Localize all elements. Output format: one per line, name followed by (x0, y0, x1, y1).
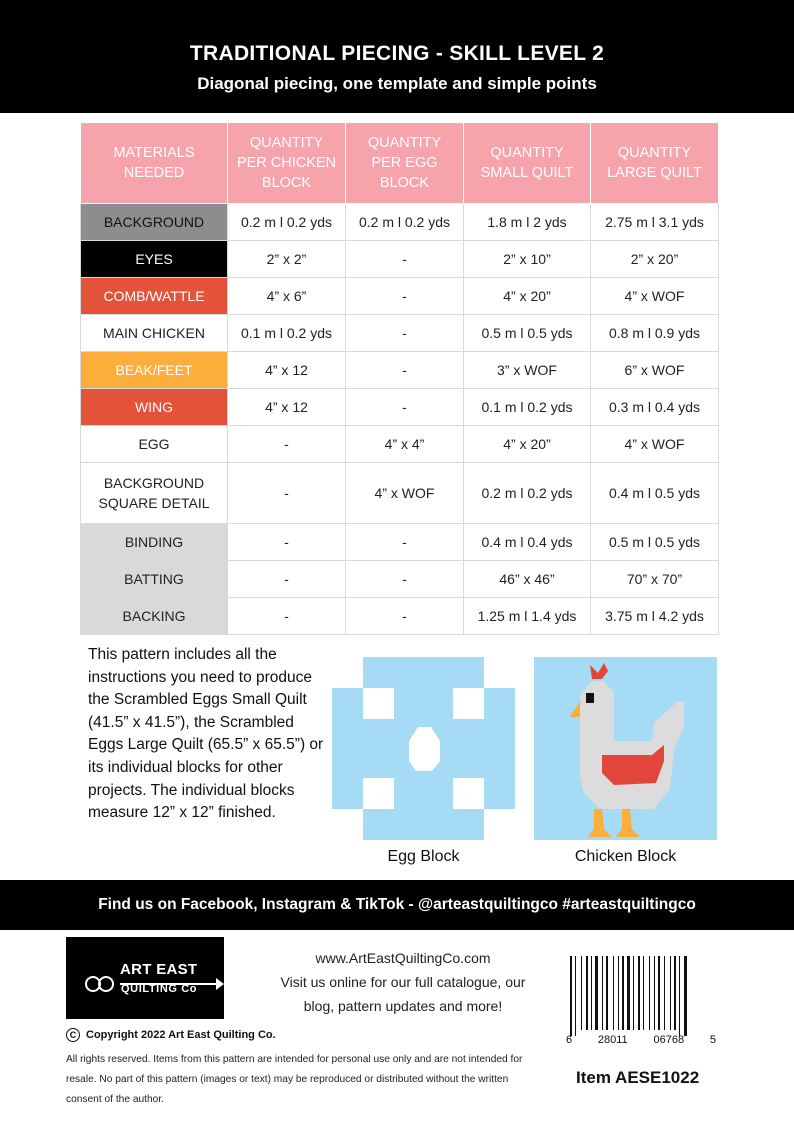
quantity-cell: 0.2 m l 0.2 yds (464, 463, 591, 524)
barcode-digits (566, 1034, 716, 1046)
materials-table (80, 122, 719, 635)
quantity-cell: - (346, 352, 464, 389)
column-header: QUANTITY PER EGG BLOCK (346, 123, 464, 204)
social-text: Find us on Facebook, Instagram & TikTok - @arteastquiltingco #arteastquiltingco (98, 896, 696, 913)
material-name: BACKGROUND (81, 204, 228, 241)
website-info (258, 946, 548, 1018)
quantity-cell: 1.25 m l 1.4 yds (464, 598, 591, 635)
logo-line-2: QUILTING Co (121, 983, 198, 995)
quantity-cell: 2” x 10” (464, 241, 591, 278)
quantity-cell: 2” x 20” (591, 241, 719, 278)
material-name: EGG (81, 426, 228, 463)
quantity-cell: 0.1 m l 0.2 yds (228, 315, 346, 352)
quantity-cell: - (346, 524, 464, 561)
quantity-cell: 4” x 12 (228, 352, 346, 389)
quantity-cell: 2.75 m l 3.1 yds (591, 204, 719, 241)
quantity-cell: - (346, 241, 464, 278)
quantity-cell: 2” x 2” (228, 241, 346, 278)
quantity-cell: 4” x WOF (591, 426, 719, 463)
item-code: Item AESE1022 (576, 1068, 700, 1087)
chicken-block-image (534, 657, 717, 840)
quantity-cell: - (346, 389, 464, 426)
quantity-cell: 4” x 4” (346, 426, 464, 463)
material-name: COMB/WATTLE (81, 278, 228, 315)
quantity-cell: 0.1 m l 0.2 yds (464, 389, 591, 426)
quantity-cell: - (346, 561, 464, 598)
quantity-cell: 4” x WOF (591, 278, 719, 315)
quantity-cell: - (228, 598, 346, 635)
chicken-block-label: Chicken Block (574, 848, 677, 865)
quantity-cell: 70” x 70” (591, 561, 719, 598)
material-name: BACKGROUND SQUARE DETAIL (81, 463, 228, 524)
quantity-cell: 4” x 20” (464, 426, 591, 463)
table-row (81, 204, 719, 241)
art-east-logo (66, 937, 224, 1019)
table-row (81, 561, 719, 598)
website-url[interactable]: www.ArtEastQuiltingCo.com (315, 950, 491, 966)
quantity-cell: 0.3 m l 0.4 yds (591, 389, 719, 426)
quantity-cell: 4” x 12 (228, 389, 346, 426)
table-row (81, 463, 719, 524)
quantity-cell: 0.4 m l 0.5 yds (591, 463, 719, 524)
barcode-digit-group: 28011 (597, 1034, 628, 1046)
column-header: MATERIALS NEEDED (81, 123, 228, 204)
quantity-cell: - (228, 561, 346, 598)
quantity-cell: 0.2 m l 0.2 yds (346, 204, 464, 241)
barcode-digit-group: 5 (709, 1034, 716, 1046)
material-name: BATTING (81, 561, 228, 598)
website-line-1: Visit us online for our full catalogue, our (280, 974, 526, 990)
quantity-cell: 0.5 m l 0.5 yds (464, 315, 591, 352)
column-header: QUANTITY LARGE QUILT (591, 123, 719, 204)
barcode-digit-group: 6 (566, 1034, 573, 1046)
table-row (81, 389, 719, 426)
column-header: QUANTITY SMALL QUILT (464, 123, 591, 204)
quantity-cell: 3.75 m l 4.2 yds (591, 598, 719, 635)
quantity-cell: 1.8 m l 2 yds (464, 204, 591, 241)
quantity-cell: 46” x 46” (464, 561, 591, 598)
table-row (81, 278, 719, 315)
table-row (81, 315, 719, 352)
copyright-icon: C (66, 1028, 80, 1042)
rights-notice: All rights reserved. Items from this pattern are intended for personal use only and are not intended for resale. No part of this pattern (images or text) may be reproduced or distributed without the written consent of the author. (66, 1054, 523, 1105)
material-name: BEAK/FEET (81, 352, 228, 389)
quantity-cell: - (228, 524, 346, 561)
copyright-line (66, 1028, 276, 1042)
quantity-cell: 0.2 m l 0.2 yds (228, 204, 346, 241)
pattern-description: This pattern includes all the instructions you need to produce the Scrambled Eggs Small Quilt (41.5” x 41.5”), the Scrambled Eggs Large Quilt (65.5” x 65.5”) or its individual blocks for other projects. The individual blocks measure 12” x 12” finished. (88, 646, 324, 822)
material-name: BINDING (81, 524, 228, 561)
barcode-icon (568, 956, 714, 1036)
table-row (81, 241, 719, 278)
quantity-cell: 3” x WOF (464, 352, 591, 389)
quantity-cell: - (346, 598, 464, 635)
barcode-digit-group: 06768 (653, 1034, 685, 1046)
column-header: QUANTITY PER CHICKEN BLOCK (228, 123, 346, 204)
quantity-cell: 0.5 m l 0.5 yds (591, 524, 719, 561)
table-row (81, 524, 719, 561)
page-subtitle: Diagonal piecing, one template and simple points (197, 74, 597, 93)
table-row (81, 598, 719, 635)
table-row (81, 352, 719, 389)
quantity-cell: 0.8 m l 0.9 yds (591, 315, 719, 352)
material-name: EYES (81, 241, 228, 278)
social-band (0, 880, 794, 930)
material-name: WING (81, 389, 228, 426)
quantity-cell: - (346, 315, 464, 352)
quantity-cell: 4” x 20” (464, 278, 591, 315)
table-row (81, 426, 719, 463)
quantity-cell: - (346, 278, 464, 315)
quantity-cell: 0.4 m l 0.4 yds (464, 524, 591, 561)
table-body (81, 204, 719, 635)
website-line-2: blog, pattern updates and more! (303, 998, 503, 1014)
egg-block-label: Egg Block (387, 848, 460, 865)
copyright-text: Copyright 2022 Art East Quilting Co. (86, 1029, 276, 1041)
material-name: MAIN CHICKEN (81, 315, 228, 352)
table-header-row (81, 123, 719, 204)
eye-shape (586, 693, 594, 703)
quantity-cell: - (228, 426, 346, 463)
egg-block-image (332, 657, 515, 840)
logo-line-1: ART EAST (120, 961, 198, 978)
quantity-cell: 6” x WOF (591, 352, 719, 389)
page-title: TRADITIONAL PIECING - SKILL LEVEL 2 (189, 42, 605, 65)
quantity-cell: - (228, 463, 346, 524)
quantity-cell: 4” x 6” (228, 278, 346, 315)
header-band (0, 0, 794, 113)
material-name: BACKING (81, 598, 228, 635)
quantity-cell: 4” x WOF (346, 463, 464, 524)
